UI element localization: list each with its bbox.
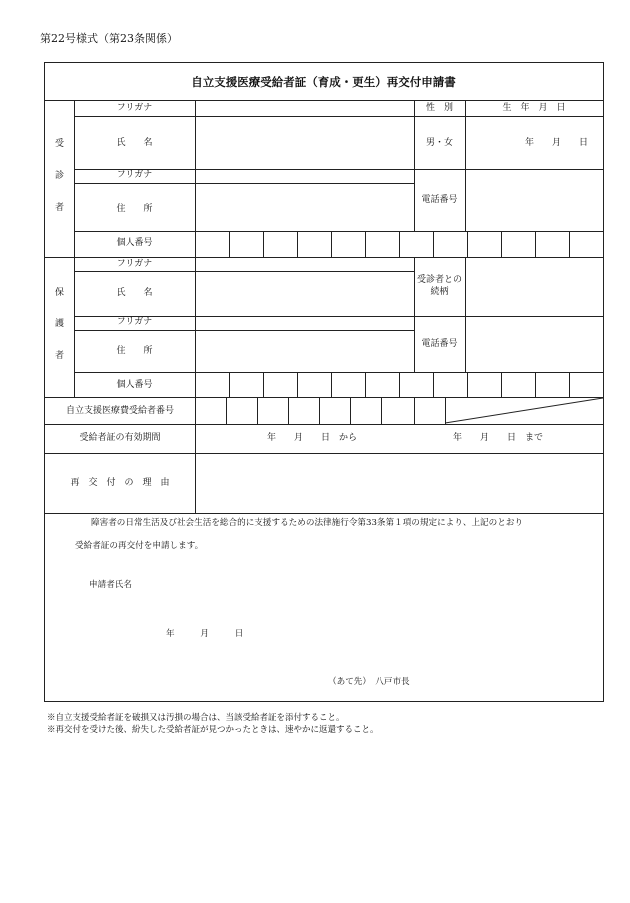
note-2: ※再交付を受けた後、紛失した受給者証が見つかったときは、速やかに返還すること。 [47,725,379,735]
birth-value: 年 月 日 [525,138,589,148]
guardian-name-label: 氏 名 [116,288,153,298]
guardian-phone-field[interactable] [466,317,602,371]
guardian-name-field[interactable] [196,272,413,315]
patient-phone-field[interactable] [466,170,602,230]
application-date: 年 月 日 [166,629,244,639]
recipient-number-field[interactable] [196,398,444,423]
patient-furigana-label: フリガナ [116,103,153,113]
validity-from: 年 月 日 から [267,433,358,443]
patient-address-furigana-label: フリガナ [116,170,153,180]
notes [47,712,379,736]
reason-label: 再 交 付 の 理 由 [70,478,170,488]
patient-furigana-field[interactable] [196,101,413,115]
relation-label-1: 受診者との [416,275,462,285]
declaration-line-1: 障害者の日常生活及び社会生活を総合的に支援するための法律施行令第33条第１項の規定により、上記のとおり [91,518,524,528]
patient-name-field[interactable] [196,117,413,168]
patient-group-char-3: 者 [54,203,64,213]
applicant-name-label: 申請者氏名 [89,580,132,590]
patient-phone-label: 電話番号 [421,195,458,205]
applicant-name-field[interactable] [145,573,425,595]
sex-value[interactable]: 男・女 [425,138,453,148]
validity-to: 年 月 日 まで [453,433,544,443]
diagonal-strike [445,397,603,424]
form-title: 自立支援医療受給者証（育成・更生）再交付申請書 [191,75,456,89]
addressee: （あて先） 八戸市長 [328,677,410,687]
patient-group-char-1: 受 [54,139,64,149]
guardian-address-furigana-label: フリガナ [116,317,153,327]
validity-label: 受給者証の有効期間 [79,433,161,443]
patient-my-number-label: 個人番号 [116,238,153,248]
reason-field[interactable] [196,454,602,512]
note-1: ※自立支援受給者証を破損又は汚損の場合は、当該受給者証を添付すること。 [47,713,345,723]
guardian-furigana-label: フリガナ [116,259,153,269]
patient-name-label: 氏 名 [116,138,153,148]
patient-group-char-2: 診 [54,171,64,181]
guardian-group-char-2: 護 [54,319,64,329]
relation-label-2: 続柄 [430,287,449,297]
relation-field[interactable] [466,258,602,315]
form-number: 第22号様式（第23条関係） [40,32,178,45]
guardian-my-number-label: 個人番号 [116,380,153,390]
guardian-address-label: 住 所 [116,346,153,356]
guardian-phone-label: 電話番号 [421,339,458,349]
patient-address-field[interactable] [196,184,413,230]
patient-address-label: 住 所 [116,204,153,214]
sex-header: 性 別 [425,103,453,113]
guardian-address-field[interactable] [196,331,413,371]
guardian-group-char-1: 保 [54,288,64,298]
guardian-group-char-3: 者 [54,351,64,361]
recipient-number-label: 自立支援医療費受給者番号 [65,406,174,416]
declaration-line-2: 受給者証の再交付を申請します。 [75,541,204,551]
birth-header: 生 年 月 日 [502,103,566,113]
application-form [44,62,604,702]
